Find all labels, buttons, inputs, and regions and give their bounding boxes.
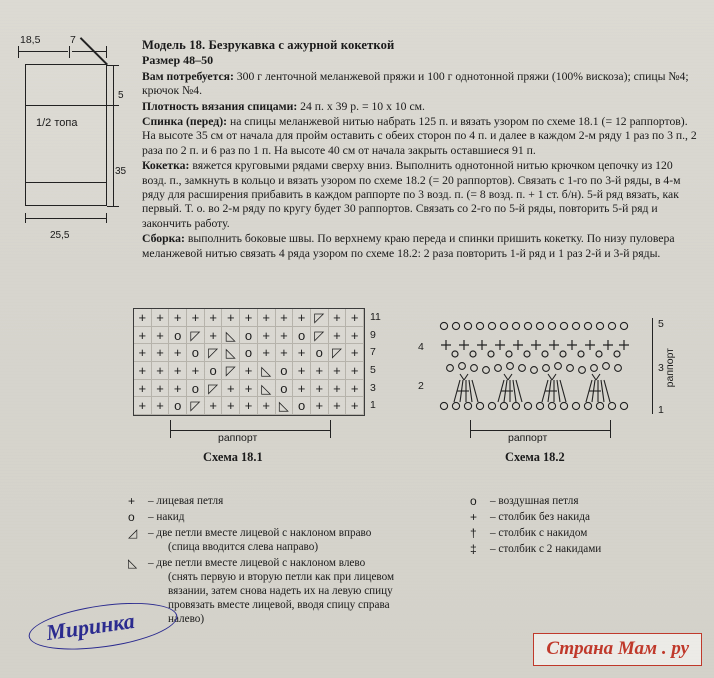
chart-cell: +: [240, 380, 258, 398]
chart-cell: ◸: [329, 344, 347, 362]
assembly-text: выполнить боковые швы. По верхнему краю переда и спинки пришить кокетку. По низу пуловера меланжевой нитью связать 4 ряда узором по схеме 18.2: 2 раза повторить 1-й ряд и 1 раз 2-й и 3-й ряды.: [142, 232, 675, 260]
watermark-mirinka-text: Миринка: [44, 607, 137, 646]
chart-cell: +: [240, 309, 258, 327]
chart-cell: +: [276, 344, 294, 362]
legend-symbol-icon: ◺: [128, 556, 138, 570]
chart-cell: o: [205, 362, 223, 380]
yoke-paragraph: [142, 159, 698, 231]
back-paragraph: [142, 115, 698, 158]
dim-v-2: [113, 106, 114, 206]
chart-cell: ◸: [205, 380, 223, 398]
tick-a: [18, 46, 19, 58]
pattern-text: [142, 38, 698, 262]
chart-cell: ◸: [205, 344, 223, 362]
chart1-rapport-tick-left: [170, 420, 171, 438]
chart-cell: +: [293, 362, 311, 380]
chart-cell: +: [169, 344, 187, 362]
chart-cell: ◸: [311, 327, 329, 345]
chart2-rownum-1: 1: [658, 404, 664, 416]
hem-line: [25, 182, 107, 183]
chart-cell: +: [152, 380, 170, 398]
chart-cell: o: [293, 327, 311, 345]
legend-crochet: [470, 494, 700, 558]
chart-18-1-caption: Схема 18.1: [203, 450, 263, 464]
chart-cell: ◺: [258, 380, 276, 398]
tick-d: [25, 213, 26, 223]
legend-text: – лицевая петля: [148, 495, 224, 507]
legend-symbol-icon: †: [470, 526, 477, 540]
chart-cell: +: [258, 327, 276, 345]
chart-cell: o: [276, 380, 294, 398]
legend-text: – столбик с 2 накидами: [490, 543, 602, 555]
dim-h-3: [107, 206, 119, 207]
materials-text: 300 г ленточной меланжевой пряжи и 100 г однотонной пряжи (100% вискоза); спицы №4; крючок №4.: [142, 69, 689, 98]
dim-top-left: 18,5: [20, 34, 41, 46]
legend-row: [128, 510, 428, 524]
chart-cell: +: [152, 344, 170, 362]
legend-text: – воздушная петля: [490, 495, 579, 507]
back-text: на спицы меланжевой нитью набрать 125 п. и вязать узором по схеме 18.1 (= 12 раппортов). На высоте 35 см от начала для пройм оставить с обеих сторон по 4 п. и далее в каждом 2-м ряду 1 раз по 3 п., 2 раза по 2 п. и 6 раз по 1 п. На высоте 40 см от начала закрыть оставшиеся 91 п.: [142, 115, 697, 157]
chart-cell: +: [258, 397, 276, 415]
chart2-rapport-side-label: раппорт: [664, 348, 676, 388]
chart-cell: +: [134, 397, 152, 415]
chart1-row-number: 3: [370, 381, 376, 394]
chart-18-2-svg: [430, 306, 648, 418]
materials-paragraph: [142, 70, 698, 99]
yoke-text: вяжется круговыми рядами сверху вниз. Выполнить однотонной нитью крючком цепочку из 120 возд. п., замкнуть в кольцо и вязать узором по схеме 18.2 (= 20 раппортов). Связать с 1-го по 3-й ряды, в 4-м ряду для расширения прибавить в каждом раппорте по 3 возд. п. (= 8 возд. п. + 1 ст. б/н). 5-й ряд вязать, как первый. Т. о. во 2-м ряду по кругу будет 30 раппортов. Связать со 2-го по 5-й ряды, повторить 5-й ряд и закончить работу.: [142, 159, 681, 230]
chart2-rapport-line: [470, 430, 610, 431]
legend-row: [470, 494, 700, 508]
chart2-row-bracket: [652, 318, 653, 414]
watermark-mirinka: [45, 608, 137, 646]
dim-right-top: 5: [118, 90, 124, 101]
chart-cell: +: [240, 397, 258, 415]
chart-cell: +: [311, 380, 329, 398]
chart-cell: ◺: [222, 327, 240, 345]
chart-cell: +: [346, 344, 364, 362]
chart-cell: +: [258, 344, 276, 362]
chart-cell: +: [329, 397, 347, 415]
chart-cell: +: [258, 309, 276, 327]
dim-v-1: [113, 65, 114, 105]
chart-cell: +: [134, 380, 152, 398]
chart-cell: +: [169, 380, 187, 398]
legend-symbol-icon: o: [128, 510, 135, 524]
chart-cell: o: [169, 327, 187, 345]
chart-cell: +: [276, 309, 294, 327]
chart1-rapport-line: [170, 430, 330, 431]
legend-symbol-icon: +: [128, 494, 136, 508]
chart2-rownum-2: 2: [418, 380, 424, 392]
legend-row: [470, 526, 700, 540]
dim-h-2: [107, 105, 119, 106]
chart1-row-number: 1: [370, 399, 376, 412]
dim-top-right: 7: [70, 34, 76, 46]
chart-cell: o: [293, 397, 311, 415]
legend-row: [470, 510, 700, 524]
legend-text-continued: (спица вводится слева направо): [168, 541, 319, 553]
chart-cell: o: [169, 397, 187, 415]
chart-cell: +: [329, 380, 347, 398]
materials-label: Вам потребуется:: [142, 69, 234, 83]
density-text: 24 п. х 39 р. = 10 х 10 см.: [297, 99, 425, 113]
chart-cell: +: [152, 309, 170, 327]
page-title: Модель 18. Безрукавка с ажурной кокеткой: [142, 38, 395, 52]
chart-cell: +: [293, 344, 311, 362]
dim-right-bottom: 35: [115, 166, 127, 177]
chart-cell: +: [134, 344, 152, 362]
chart-cell: +: [169, 362, 187, 380]
chart-cell: +: [329, 327, 347, 345]
chart1-row-number: 5: [370, 363, 376, 376]
legend-text: – накид: [148, 511, 185, 523]
legend-symbol-icon: o: [470, 494, 477, 508]
chart2-rapport-tick-left: [470, 420, 471, 438]
chart-cell: ◺: [258, 362, 276, 380]
chart2-rapport-label: раппорт: [508, 432, 548, 444]
chart-cell: +: [329, 362, 347, 380]
chart-cell: +: [205, 309, 223, 327]
chart-cell: ◸: [311, 309, 329, 327]
yoke-label: Кокетка:: [142, 159, 190, 173]
schematic-label-half: 1/2 топа: [36, 117, 78, 129]
dim-line-top-left: [18, 51, 68, 52]
chart2-rapport-tick-right: [610, 420, 611, 438]
chart-cell: +: [152, 327, 170, 345]
chart-cell: +: [222, 380, 240, 398]
legend-text: – столбик без накида: [490, 511, 590, 523]
chart1-row-number: 11: [370, 310, 381, 323]
chart1-rapport-label: раппорт: [218, 432, 258, 444]
legend-text: – столбик с накидом: [490, 527, 588, 539]
chart-cell: ◸: [187, 397, 205, 415]
chart1-row-number: 9: [370, 328, 376, 341]
chart-cell: +: [346, 397, 364, 415]
chart-18-2-caption: Схема 18.2: [505, 450, 565, 464]
dim-bottom: 25,5: [50, 230, 70, 241]
chart-cell: +: [134, 362, 152, 380]
watermark-stranamam: [533, 633, 702, 666]
chart-cell: ◸: [222, 362, 240, 380]
chart-cell: +: [205, 327, 223, 345]
chart-cell: +: [222, 397, 240, 415]
legend-text: – две петли вместе лицевой с наклоном вправо (спица вводится слева направо): [148, 526, 428, 554]
chart-cell: o: [187, 344, 205, 362]
legend-row: [470, 542, 700, 556]
chart-cell: +: [152, 397, 170, 415]
chart-cell: +: [187, 309, 205, 327]
chart2-rownum-5: 5: [658, 318, 664, 330]
legend-text-continued: (снять первую и вторую петли как при лицевом вязании, затем снова надеть их на левую спицу провязать вместе лицевой, вводя спицу справа налево): [168, 571, 395, 625]
chart1-rapport-tick-right: [330, 420, 331, 438]
chart-cell: o: [187, 380, 205, 398]
chart-18-2: [430, 306, 648, 418]
chart-cell: +: [205, 397, 223, 415]
assembly-label: Сборка:: [142, 232, 185, 246]
chart-cell: +: [346, 327, 364, 345]
legend-symbol-icon: +: [470, 510, 478, 524]
legend-symbol-icon: ◿: [128, 526, 138, 540]
watermark-stranamam-text: Страна Мам . ру: [546, 638, 689, 659]
legend-row: [128, 526, 428, 554]
chart-cell: +: [311, 362, 329, 380]
chart-cell: +: [346, 380, 364, 398]
chart-cell: +: [152, 362, 170, 380]
garment-schematic: [14, 34, 134, 241]
chart-cell: +: [134, 309, 152, 327]
legend-text: – две петли вместе лицевой с наклоном влево (снять первую и вторую петли как при лицевом вязании, затем снова надеть их на левую спицу провязать вместе лицевой, вводя спицу справа налево): [148, 556, 428, 626]
tick-c: [106, 46, 107, 58]
dim-line-top-right: [72, 51, 106, 52]
chart2-rownum-4: 4: [418, 341, 424, 353]
back-label: Спинка (перед):: [142, 115, 228, 129]
tick-b: [69, 46, 70, 58]
density-paragraph: [142, 100, 698, 114]
chart-cell: ◸: [187, 327, 205, 345]
chart-cell: o: [276, 362, 294, 380]
density-label: Плотность вязания спицами:: [142, 99, 298, 113]
chart-cell: +: [134, 327, 152, 345]
chart-cell: +: [329, 309, 347, 327]
dim-h-1: [107, 65, 119, 66]
garment-outline: [25, 64, 107, 206]
chart-cell: +: [276, 327, 294, 345]
chart-cell: ◺: [222, 344, 240, 362]
legend-row: [128, 494, 428, 508]
chart-cell: +: [240, 362, 258, 380]
yoke-line: [25, 105, 107, 106]
chart-cell: +: [346, 309, 364, 327]
chart-cell: ◺: [276, 397, 294, 415]
chart-cell: +: [346, 362, 364, 380]
tick-e: [106, 213, 107, 223]
chart-cell: o: [240, 327, 258, 345]
chart-cell: +: [293, 309, 311, 327]
chart-cell: o: [240, 344, 258, 362]
watermark-ellipse: [26, 595, 180, 657]
legend-symbol-icon: ‡: [470, 542, 477, 556]
chart2-rownum-3: 3: [658, 362, 664, 374]
legend-knitting: [128, 494, 428, 628]
chart-cell: +: [293, 380, 311, 398]
chart1-row-number: 7: [370, 346, 376, 359]
chart-cell: +: [311, 397, 329, 415]
chart-cell: +: [222, 309, 240, 327]
pattern-size: Размер 48–50: [142, 53, 214, 68]
chart-cell: o: [311, 344, 329, 362]
chart-cell: +: [187, 362, 205, 380]
dim-line-bottom: [25, 218, 107, 219]
assembly-paragraph: [142, 232, 698, 261]
chart-cell: +: [169, 309, 187, 327]
chart-18-1: [133, 308, 365, 416]
